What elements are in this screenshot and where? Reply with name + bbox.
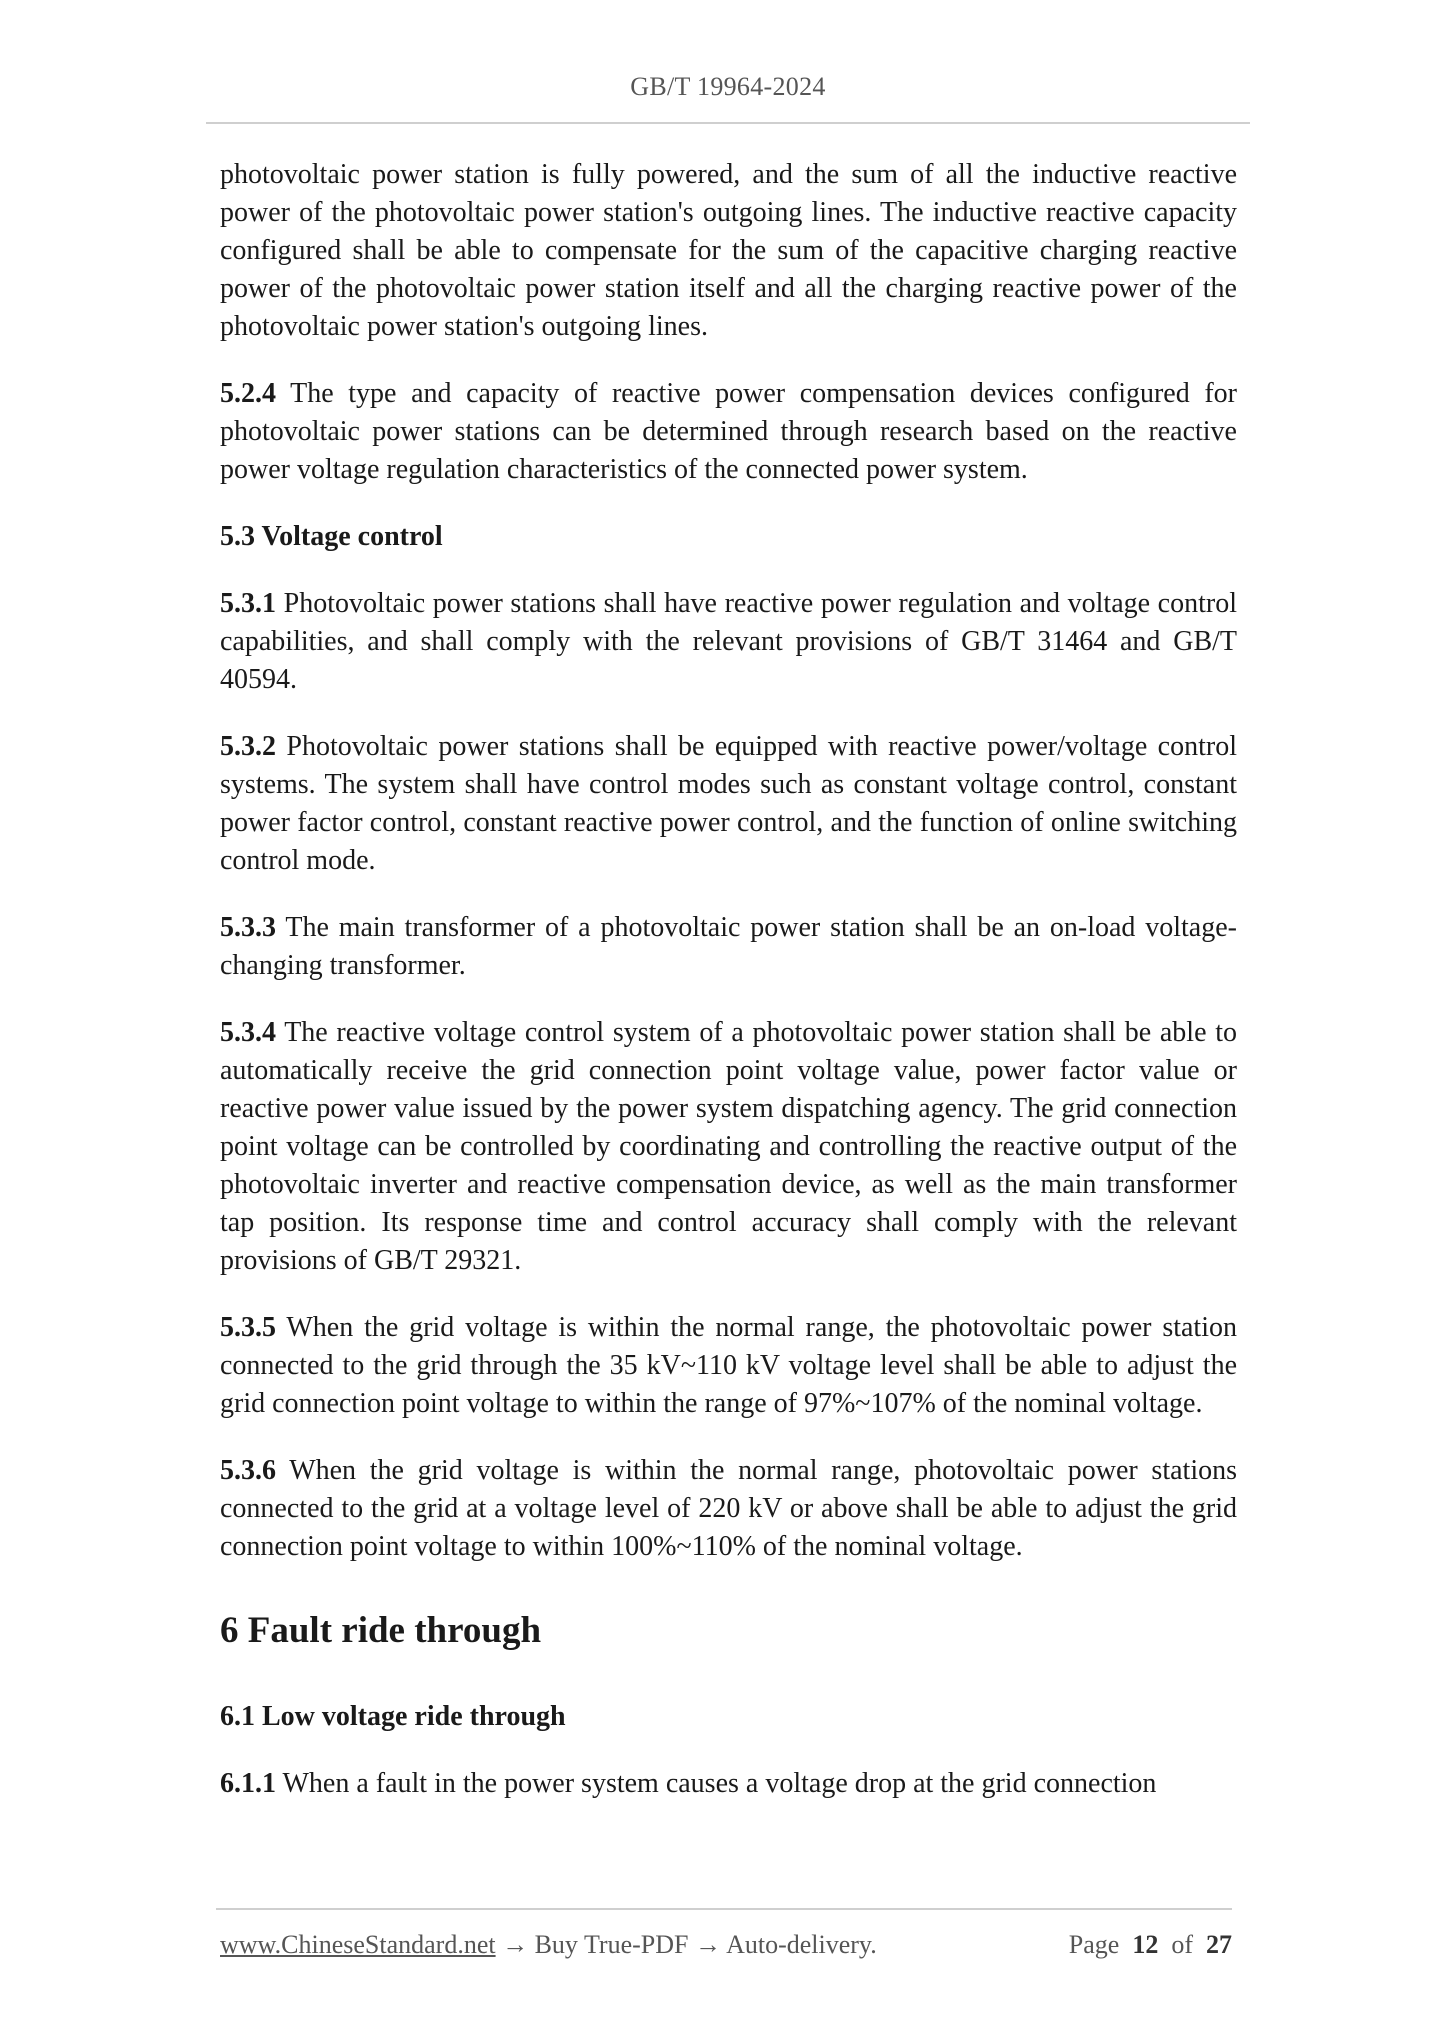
clause-5-3-1	[220, 585, 1237, 699]
clause-5-2-4	[220, 375, 1237, 489]
auto-delivery-text: Auto-delivery.	[726, 1930, 877, 1959]
clause-number: 5.2.4	[220, 378, 276, 409]
clause-number: 5.3.5	[220, 1312, 276, 1343]
clause-5-3-6	[220, 1452, 1237, 1566]
section-heading-5-3: 5.3 Voltage control	[220, 521, 443, 552]
document-body	[220, 156, 1237, 1832]
current-page-number: 12	[1132, 1930, 1159, 1959]
arrow-right-icon: →	[495, 1930, 535, 1959]
footer-divider	[216, 1908, 1232, 1910]
header-divider	[206, 122, 1250, 124]
website-link[interactable]: www.ChineseStandard.net	[220, 1930, 496, 1959]
page-indicator	[1069, 1930, 1232, 1960]
page-footer	[220, 1930, 1232, 1964]
section-heading-6-1: 6.1 Low voltage ride through	[220, 1701, 566, 1732]
page-label: Page	[1068, 1930, 1120, 1959]
arrow-right-icon: →	[688, 1930, 727, 1959]
paragraph-continuation: photovoltaic power station is fully powered, and the sum of all the inductive reactive power of the photovoltaic power station's outgoing lines. The inductive reactive capacity configured shall be able to compensate for the sum of the capacitive charging reactive power of the photovoltaic power station itself and all the charging reactive power of the photovoltaic power station's outgoing lines.	[220, 159, 1237, 342]
clause-text: The reactive voltage control system of a photovoltaic power station shall be able to automatically receive the grid connection point voltage value, power factor value or reactive power value issued by the power system dispatching agency. The grid connection point voltage can be controlled by coordinating and controlling the reactive output of the photovoltaic inverter and reactive compensation device, as well as the main transformer tap position. Its response time and control accuracy shall comply with the relevant provisions of GB/T 29321.	[220, 1017, 1237, 1276]
clause-number: 5.3.6	[220, 1455, 276, 1486]
footer-promo	[220, 1930, 877, 1960]
chapter-heading-6: 6 Fault ride through	[220, 1610, 542, 1651]
clause-5-3-2	[220, 728, 1237, 880]
clause-number: 5.3.3	[220, 912, 276, 943]
total-pages-number: 27	[1206, 1930, 1232, 1959]
running-header: GB/T 19964-2024	[630, 72, 826, 101]
clause-text: When a fault in the power system causes a voltage drop at the grid connection	[276, 1768, 1157, 1799]
buy-pdf-text: Buy True-PDF	[534, 1930, 689, 1959]
clause-number: 5.3.4	[220, 1017, 276, 1048]
clause-5-3-5	[220, 1309, 1237, 1423]
clause-text: When the grid voltage is within the normal range, photovoltaic power stations connected to the grid at a voltage level of 220 kV or above shall be able to adjust the grid connection point voltage to within 100%~110% of the nominal voltage.	[220, 1455, 1237, 1562]
clause-5-3-4	[220, 1014, 1237, 1280]
clause-text: Photovoltaic power stations shall be equipped with reactive power/voltage control systems. The system shall have control modes such as constant voltage control, constant power factor control, constant reactive power control, and the function of online switching control mode.	[220, 731, 1237, 876]
of-label: of	[1171, 1930, 1193, 1959]
clause-text: When the grid voltage is within the normal range, the photovoltaic power station connected to the grid through the 35 kV~110 kV voltage level shall be able to adjust the grid connection point voltage to within the range of 97%~107% of the nominal voltage.	[220, 1312, 1237, 1419]
clause-number: 5.3.1	[220, 588, 276, 619]
clause-text: The type and capacity of reactive power compensation devices configured for photovoltaic power stations can be determined through research based on the reactive power voltage regulation characteristics of the connected power system.	[220, 378, 1237, 485]
clause-number: 5.3.2	[220, 731, 276, 762]
clause-5-3-3	[220, 909, 1237, 985]
clause-text: Photovoltaic power stations shall have reactive power regulation and voltage control capabilities, and shall comply with the relevant provisions of GB/T 31464 and GB/T 40594.	[220, 588, 1237, 695]
clause-number: 6.1.1	[220, 1768, 276, 1799]
clause-text: The main transformer of a photovoltaic power station shall be an on-load voltage-changing transformer.	[220, 912, 1237, 981]
clause-6-1-1	[220, 1765, 1237, 1803]
